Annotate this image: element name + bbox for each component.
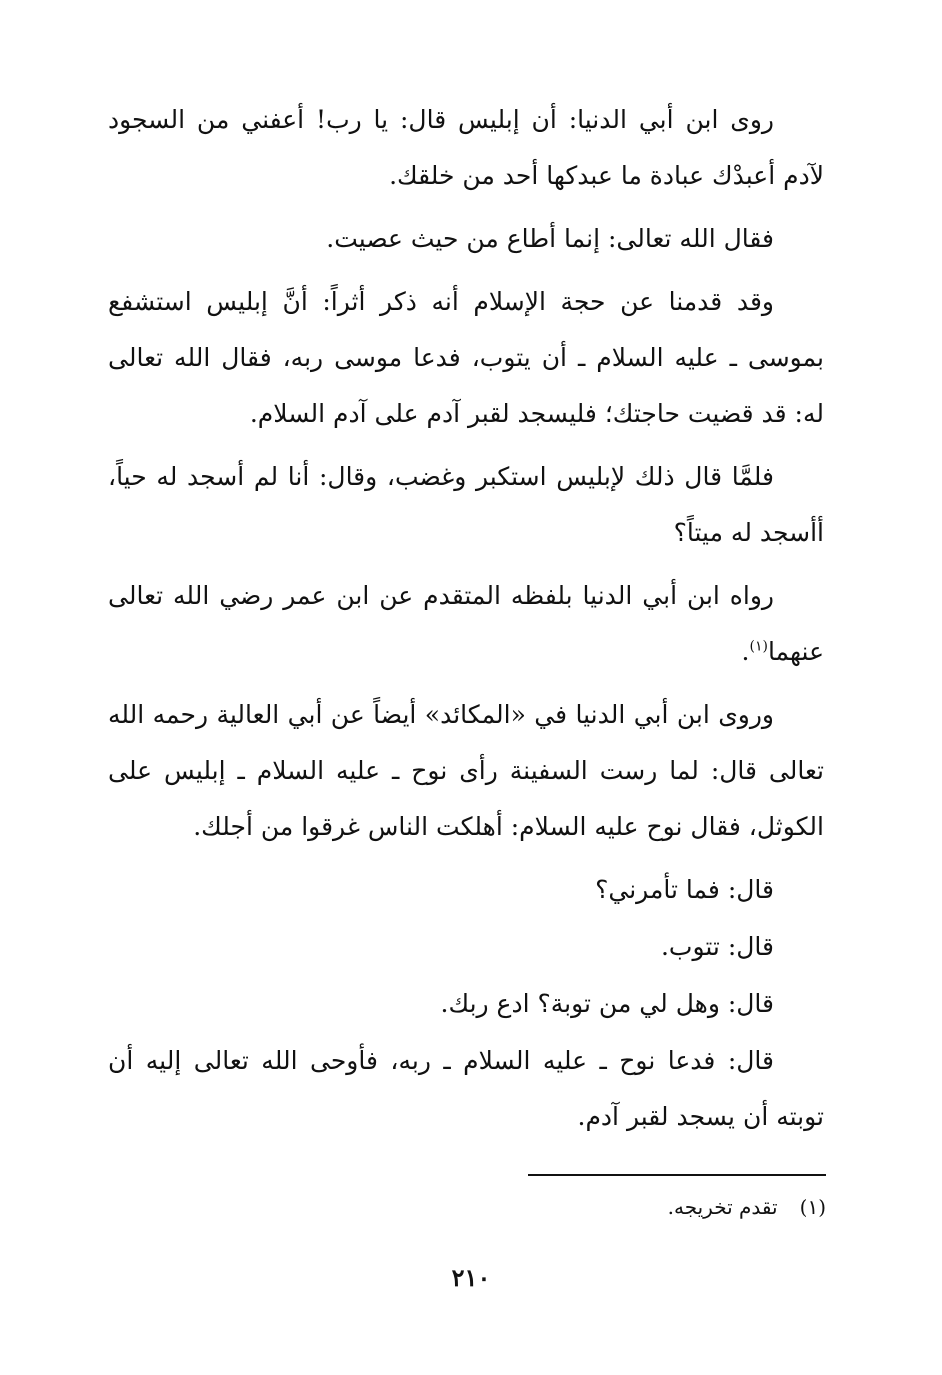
paragraph-3: وقد قدمنا عن حجة الإسلام أنه ذكر أثراً: أنَّ إبليس استشفع بموسى ـ عليه السلام ـ أن يتوب، فدعا موسى ربه، فقال الله تعالى له: قد قضيت حاجتك؛ فليسجد لقبر آدم على آدم السلام. (108, 287, 824, 428)
footnote-number: (١) (799, 1195, 826, 1219)
footnote-text: تقدم تخريجه. (667, 1195, 778, 1219)
paragraph-5-text: رواه ابن أبي الدنيا بلفظه المتقدم عن ابن عمر رضي الله تعالى عنهما (108, 581, 824, 666)
paragraph-1: روى ابن أبي الدنيا: أن إبليس قال: يا رب! أعفني من السجود لآدم أعبدْك عبادة ما عبدكها أحد من خلقك. (108, 105, 824, 190)
paragraph-8: قال: تتوب. (660, 932, 774, 961)
footnote-reference[interactable]: (١) (749, 638, 768, 655)
paragraph-5 (108, 568, 824, 680)
paragraph-10: قال: فدعا نوح ـ عليه السلام ـ ربه، فأوحى الله تعالى إليه أن توبته أن يسجد لقبر آدم. (108, 1046, 824, 1131)
paragraph-9: قال: وهل لي من توبة؟ ادع ربك. (440, 989, 774, 1018)
footnote-divider (528, 1174, 826, 1176)
paragraph-5-period: . (741, 637, 750, 666)
paragraph-2: فقال الله تعالى: إنما أطاع من حيث عصيت. (326, 224, 774, 253)
paragraph-6: وروى ابن أبي الدنيا في «المكائد» أيضاً عن أبي العالية رحمه الله تعالى قال: لما رست السفينة رأى نوح ـ عليه السلام ـ إبليس على الكوثل، فقال نوح عليه السلام: أهلكت الناس غرقوا من أجلك. (108, 700, 824, 841)
page-number: ٢١٠ (451, 1263, 491, 1292)
paragraph-7: قال: فما تأمرني؟ (595, 875, 774, 904)
main-text (108, 92, 824, 1152)
footnote (668, 1192, 826, 1222)
paragraph-4: فلمَّا قال ذلك لإبليس استكبر وغضب، وقال: أنا لم أسجد له حياً، أأسجد له ميتاً؟ (108, 462, 824, 547)
